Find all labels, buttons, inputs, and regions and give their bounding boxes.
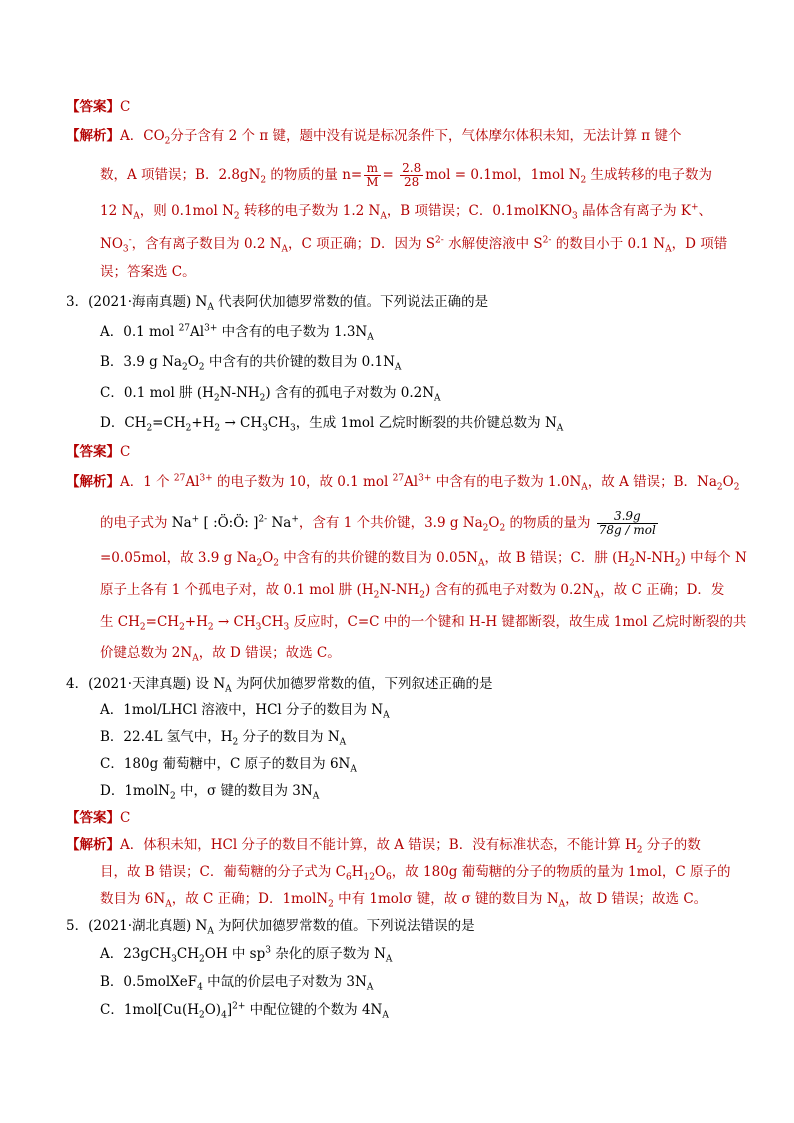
text-line-q5: 5．(2021·湖北真题) $N_A$ 为阿伏加德罗常数的值。下列说法错误的是 bbox=[66, 918, 475, 937]
text-line-exp4c: 数目为 $6N_A$，故 C 正确；D．1molN$_2$ 中有 1molσ 键，故 σ 键的数目为 $N_A$，故 D 错误；故选 C。 bbox=[100, 891, 708, 910]
text-line-exp1c: 12 $N_A$，则 0.1mol $N_2$ 转移的电子数为 1.2 $N_A$，B 项错误；C．0.1molKNO$_3$ 晶体含有离子为 K+、 bbox=[100, 202, 712, 222]
text-line-q3c: C．0.1 mol 肼 $(H_2N-NH_2)$ 含有的孤电子对数为 $0.2N_A$ bbox=[100, 385, 441, 404]
text-line-ans4: 【答案】C bbox=[66, 810, 131, 826]
text-line-q4a: A．1mol/LHCl 溶液中，HCl 分子的数目为 $N_A$ bbox=[100, 702, 390, 721]
text-line-exp3e: 生 $CH_2=CH_2+H_2 \to CH_3CH_3$ 反应时，C=C 中的一个键和 H-H 键都断裂，故生成 1mol 乙烷时断裂的共 bbox=[100, 614, 747, 633]
text-line-q5c: C．$1mol[Cu(H_2O)_4]^{2+}$ 中配位键的个数为 $4N_A$ bbox=[100, 1001, 389, 1021]
text-line-q4b: B．22.4L 氢气中，$H_2$ 分子的数目为 $N_A$ bbox=[100, 729, 347, 748]
text-line-q4d: D．1molN$_2$ 中，σ 键的数目为 $3N_A$ bbox=[100, 783, 320, 802]
text-line-q3: 3．(2021·海南真题) $N_A$ 代表阿伏加德罗常数的值。下列说法正确的是 bbox=[66, 294, 489, 313]
text-line-ans3: 【答案】C bbox=[66, 444, 131, 460]
text-line-exp4a: 【解析】A．体积未知，HCl 分子的数目不能计算，故 A 错误；B．没有标准状态，不能计算 $H_2$ 分子的数 bbox=[66, 837, 701, 856]
text-line-q3a: A．0.1 mol $^{27}Al^{3+}$ 中含有的电子数为 $1.3N_A$ bbox=[100, 323, 374, 343]
text-line-q4: 4．(2021·天津真题) 设 $N_A$ 为阿伏加德罗常数的值，下列叙述正确的是 bbox=[66, 676, 493, 695]
text-line-q4c: C．180g 葡萄糖中，C 原子的数目为 $6N_A$ bbox=[100, 756, 357, 775]
text-line-exp1d: $NO_3^-$，含有离子数目为 0.2 $N_A$，C 项正确；D．因为 $S^{2-}$ 水解使溶液中 $S^{2-}$ 的数目小于 0.1 $N_A$，D 项错 bbox=[100, 235, 728, 255]
text-line-exp1b: 数，A 项错误；B．$2.8gN_2$ 的物质的量 n= $\frac{m}{M}$ = $\frac{2.8}{28}$ mol = 0.1mol，1mol $N_2$ 生成转移的电子数为 bbox=[100, 161, 713, 189]
text-line-exp3b: 的电子式为 Na+ [ :Ö:Ö: ]$^{2-}$ Na+，含有 1 个共价键，3.9 g $Na_2O_2$ 的物质的量为 $\frac{3.9g}{\text{78g / mol}}$ bbox=[100, 509, 656, 537]
text-line-exp1a: 【解析】A．$CO_2$分子含有 2 个 π 键，题中没有说是标况条件下，气体摩尔体积未知，无法计算 π 键个 bbox=[66, 128, 682, 147]
text-line-ans1: 【答案】C bbox=[66, 99, 131, 115]
text-line-exp1e: 误；答案选 C。 bbox=[100, 264, 196, 280]
text-line-exp3a: 【解析】A．1 个 $^{27}Al^{3+}$ 的电子数为 10，故 0.1 mol $^{27}Al^{3+}$ 中含有的电子数为 $1.0N_A$，故 A 错误；B．$Na_2O_2$ bbox=[66, 473, 740, 493]
text-line-exp3f: 价键总数为 $2N_A$，故 D 错误；故选 C。 bbox=[100, 645, 341, 664]
text-line-exp3d: 原子上各有 1 个孤电子对，故 0.1 mol 肼 $(H_2N-NH_2)$ 含有的孤电子对数为 $0.2N_A$，故 C 正确；D．发 bbox=[100, 582, 725, 601]
text-line-q5b: B．0.5molXeF$_4$ 中氙的价层电子对数为 $3N_A$ bbox=[100, 974, 374, 993]
text-line-q3b: B．3.9 g $Na_2O_2$ 中含有的共价键的数目为 $0.1N_A$ bbox=[100, 354, 402, 373]
text-line-exp3c: =0.05mol，故 3.9 g $Na_2O_2$ 中含有的共价键的数目为 $0.05N_A$，故 B 错误；C．肼 $(H_2N-NH_2)$ 中每个 N bbox=[100, 550, 747, 569]
text-line-q5a: A．$23gCH_3CH_2OH$ 中 $sp^3$ 杂化的原子数为 $N_A$ bbox=[100, 945, 393, 965]
text-line-q3d: D．$CH_2=CH_2+H_2 \to CH_3CH_3$，生成 1mol 乙烷时断裂的共价键总数为 $N_A$ bbox=[100, 415, 564, 434]
text-line-exp4b: 目，故 B 错误；C．葡萄糖的分子式为 $C_6H_{12}O_6$，故 180g 葡萄糖的分子的物质的量为 1mol，C 原子的 bbox=[100, 864, 731, 883]
